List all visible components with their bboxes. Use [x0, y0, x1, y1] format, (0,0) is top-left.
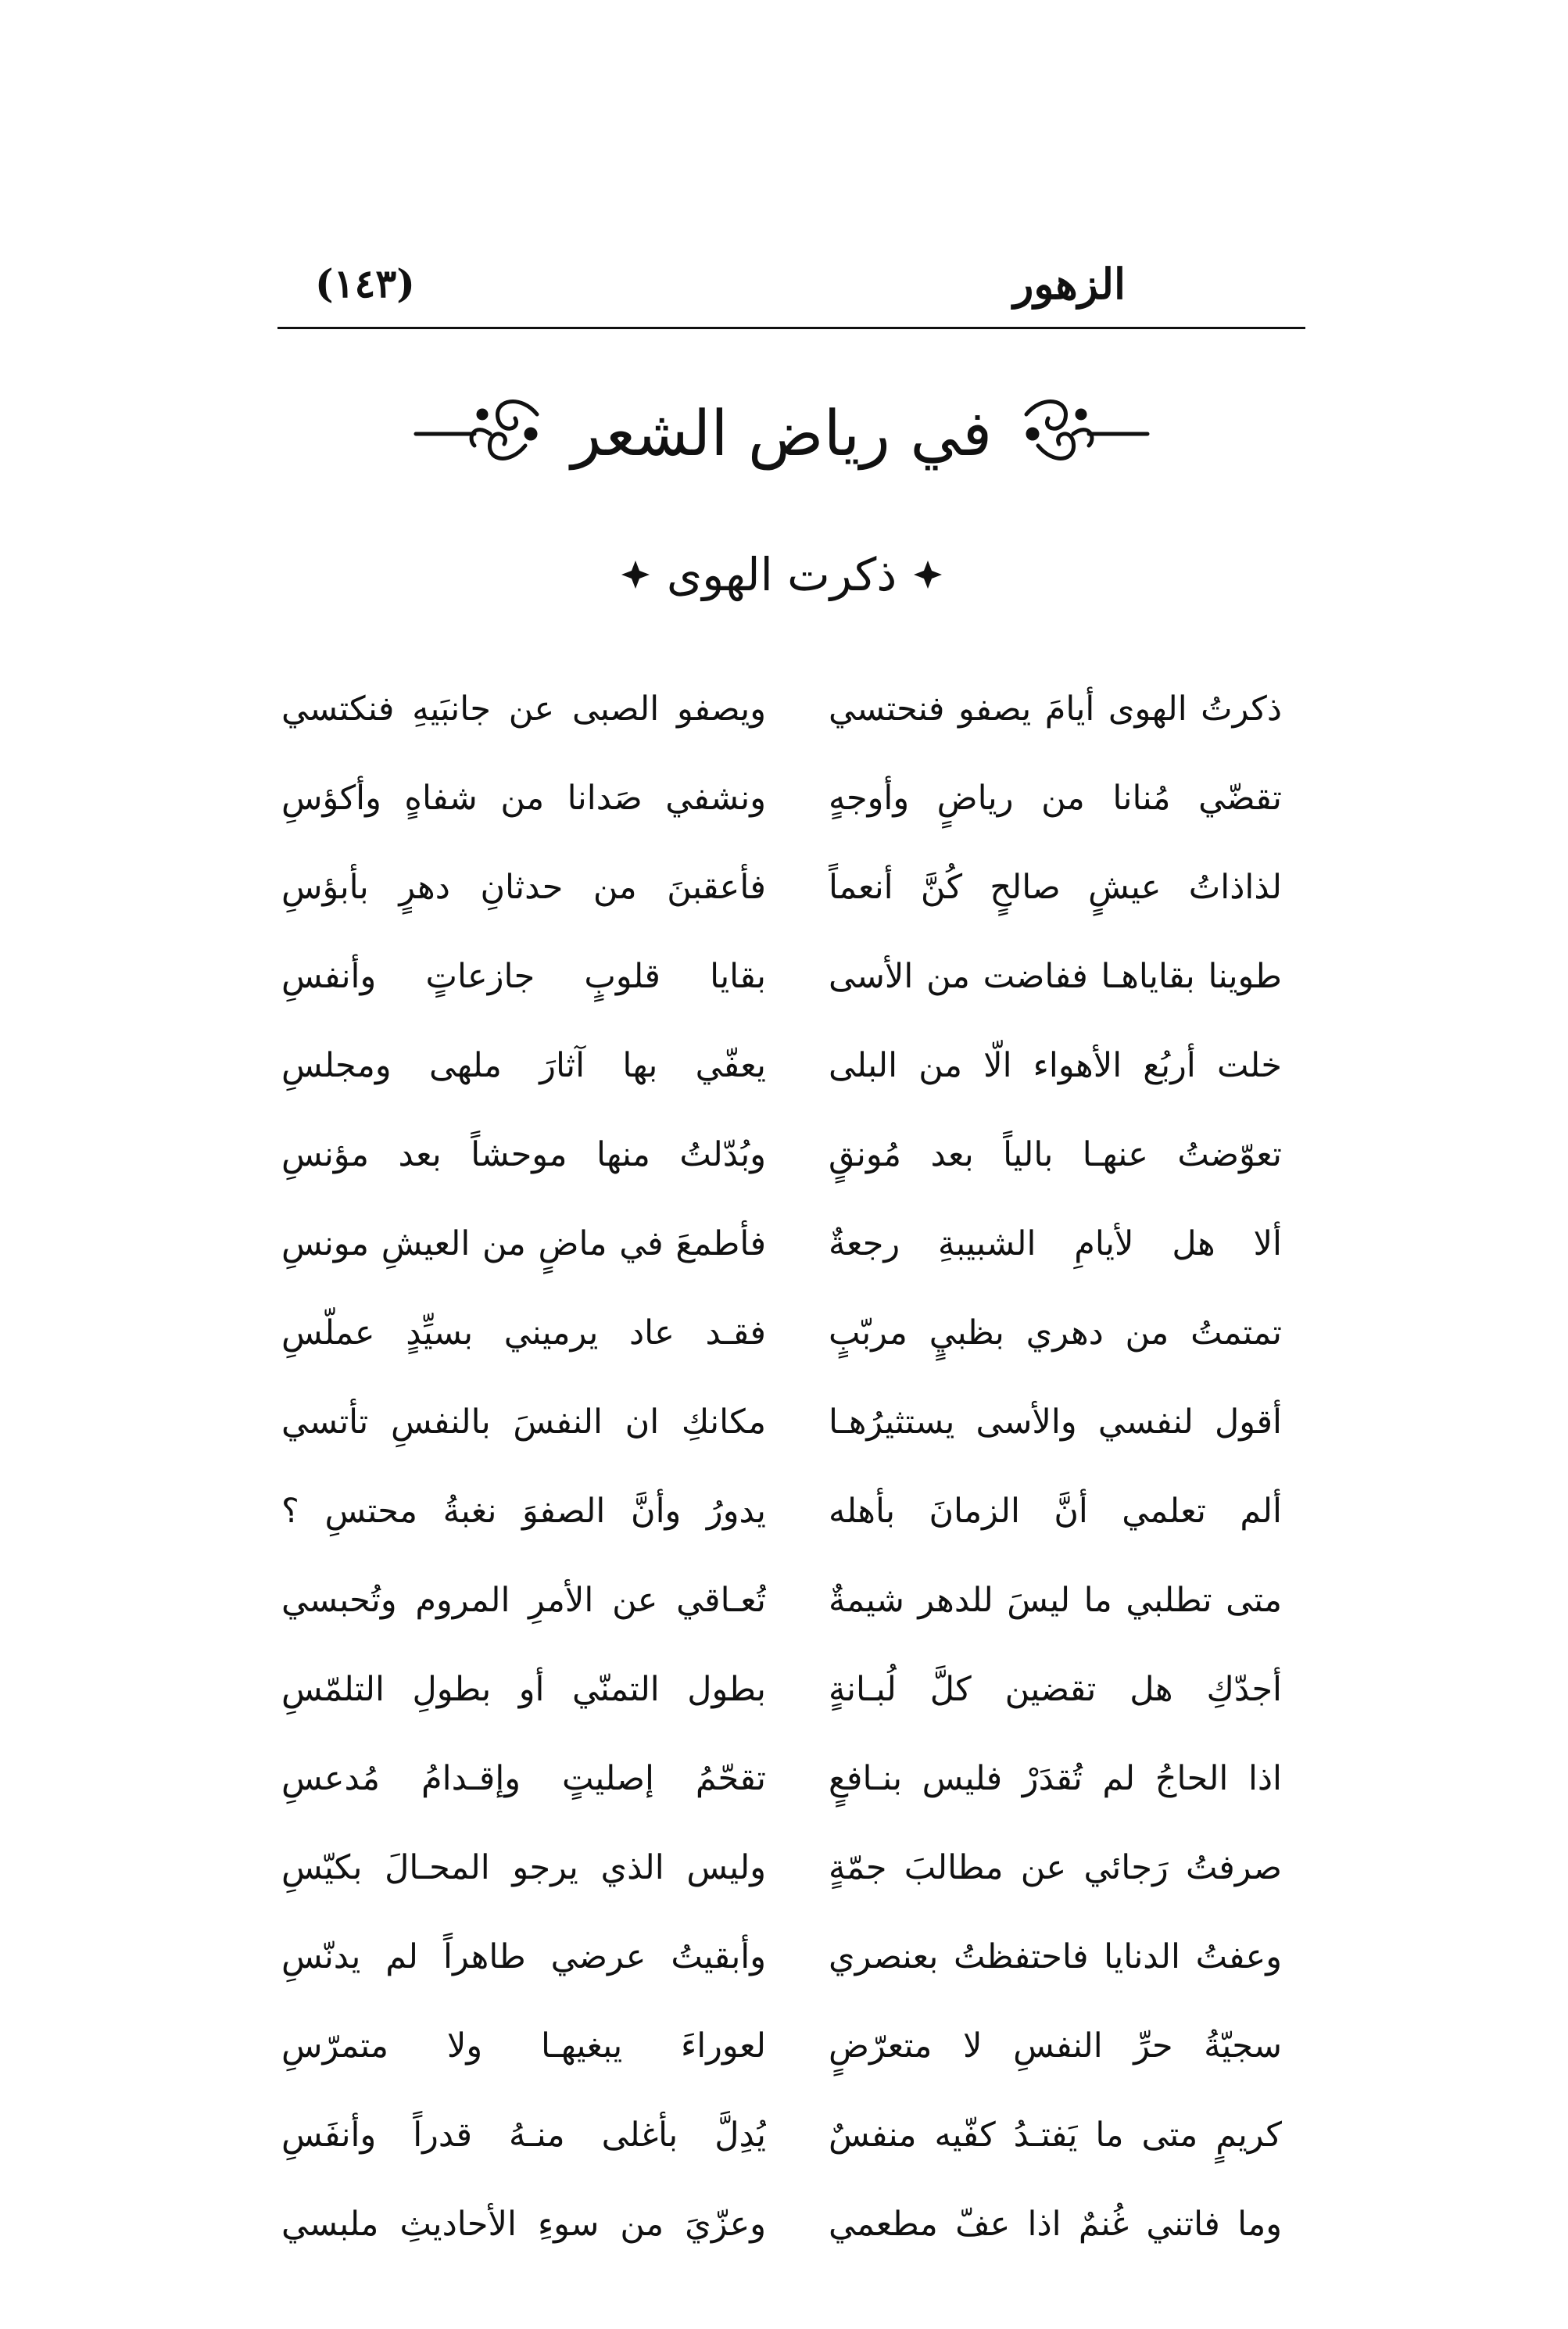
first-hemistich: متى تطلبي ما ليسَ للدهر شيمةٌ	[829, 1581, 1282, 1620]
verse-row	[281, 2180, 1282, 2269]
verse-row	[281, 1912, 1282, 2001]
second-hemistich: ونشفي صَدانا من شفاهٍ وأكؤسِ	[281, 779, 766, 818]
poem-verses	[281, 665, 1282, 2269]
verse-row	[281, 2091, 1282, 2180]
second-hemistich: يُدِلَّ بأغلى منـهُ قدراً وأنفَسِ	[281, 2116, 766, 2155]
verse-row	[281, 1110, 1282, 1199]
first-hemistich: تقضّي مُنانا من رياضٍ وأوجهٍ	[829, 779, 1282, 818]
verse-row	[281, 1467, 1282, 1556]
first-hemistich: أجدّكِ هل تقضين كلَّ لُبـانةٍ	[829, 1670, 1282, 1709]
star-icon	[912, 559, 943, 590]
verse-row	[281, 2001, 1282, 2091]
first-hemistich: تمتمتُ من دهري بظبيٍ مربّبٍ	[829, 1313, 1282, 1353]
second-hemistich: لعوراءَ يبغيهـا ولا متمرّسِ	[281, 2026, 766, 2066]
running-title: الزهور	[1013, 259, 1126, 309]
first-hemistich: خلت أربُع الأهواء الّا من البلى	[829, 1046, 1282, 1085]
header-rule	[277, 327, 1305, 329]
verse-row	[281, 932, 1282, 1021]
second-hemistich: وأبقيتُ عرضي طاهراً لم يدنّسِ	[281, 1937, 766, 1976]
second-hemistich: بطول التمنّي أو بطولِ التلمّسِ	[281, 1670, 766, 1709]
first-hemistich: طوينا بقاياهـا ففاضت من الأسى	[829, 957, 1282, 996]
first-hemistich: وعفتُ الدنايا فاحتفظتُ بعنصري	[829, 1937, 1282, 1976]
section-heading	[391, 375, 1172, 493]
first-hemistich: سجيّةُ حرِّ النفسِ لا متعرّضٍ	[829, 2026, 1282, 2066]
verse-row	[281, 1378, 1282, 1467]
second-hemistich: مكانكِ ان النفسَ بالنفسِ تأتسي	[281, 1403, 766, 1442]
second-hemistich: وليس الذي يرجو المحـالَ بكيّسِ	[281, 1848, 766, 1887]
second-hemistich: فأطمعَ في ماضٍ من العيشِ مونسِ	[281, 1224, 766, 1263]
verse-row	[281, 754, 1282, 843]
second-hemistich: تقحّمُ إصليتٍ وإقـدامُ مُدعسِ	[281, 1759, 766, 1798]
second-hemistich: فقـد عاد يرميني بسيِّدٍ عملّسِ	[281, 1313, 766, 1353]
section-title: في رياض الشعر	[571, 397, 993, 470]
floral-ornament-icon	[412, 391, 553, 477]
poem-title: ذكرت الهوى	[666, 548, 897, 601]
second-hemistich: وبُدّلتُ منها موحشاً بعد مؤنسِ	[281, 1135, 766, 1174]
verse-row	[281, 1021, 1282, 1110]
running-header	[277, 249, 1305, 327]
first-hemistich: كريمٍ متى ما يَفتـدُ كفّيه منفسٌ	[829, 2116, 1282, 2155]
poem-heading	[547, 532, 1016, 618]
verse-row	[281, 665, 1282, 754]
verse-row	[281, 1199, 1282, 1288]
first-hemistich: ذكرتُ الهوى أيامَ يصفو فنحتسي	[829, 690, 1282, 729]
verse-row	[281, 843, 1282, 932]
page-number: (١٤٣)	[315, 260, 415, 306]
second-hemistich: يدورُ وأنَّ الصفوَ نغبةُ محتسِ ؟	[281, 1492, 766, 1531]
verse-row	[281, 1734, 1282, 1823]
second-hemistich: تُعـاقي عن الأمرِ المروم وتُحبسي	[281, 1581, 766, 1620]
second-hemistich: يعفّي بها آثارَ ملهى ومجلسِ	[281, 1046, 766, 1085]
first-hemistich: أقول لنفسي والأسى يستثيرُهـا	[829, 1403, 1282, 1442]
second-hemistich: فأعقبنَ من حدثانِ دهرٍ بأبؤسِ	[281, 868, 766, 907]
second-hemistich: بقايا قلوبٍ جازعاتٍ وأنفسِ	[281, 957, 766, 996]
first-hemistich: وما فاتني غُنمٌ اذا عفّ مطعمي	[829, 2205, 1282, 2244]
first-hemistich: ألم تعلمي أنَّ الزمانَ بأهله	[829, 1492, 1282, 1531]
second-hemistich: ويصفو الصبى عن جانبَيهِ فنكتسي	[281, 690, 766, 729]
first-hemistich: ألا هل لأيامِ الشبيبةِ رجعةٌ	[829, 1224, 1282, 1263]
verse-row	[281, 1645, 1282, 1734]
verse-row	[281, 1556, 1282, 1645]
verse-row	[281, 1288, 1282, 1378]
first-hemistich: تعوّضتُ عنهـا بالياً بعد مُونقٍ	[829, 1135, 1282, 1174]
first-hemistich: صرفتُ رَجائي عن مطالبَ جمّةٍ	[829, 1848, 1282, 1887]
star-icon	[620, 559, 651, 590]
verse-row	[281, 1823, 1282, 1912]
floral-ornament-icon	[1011, 391, 1151, 477]
first-hemistich: اذا الحاجُ لم تُقدَرْ فليس بنـافعٍ	[829, 1759, 1282, 1798]
first-hemistich: لذاذاتُ عيشٍ صالحٍ كُنَّ أنعماً	[829, 868, 1282, 907]
second-hemistich: وعزّيَ من سوءِ الأحاديثِ ملبسي	[281, 2205, 766, 2244]
